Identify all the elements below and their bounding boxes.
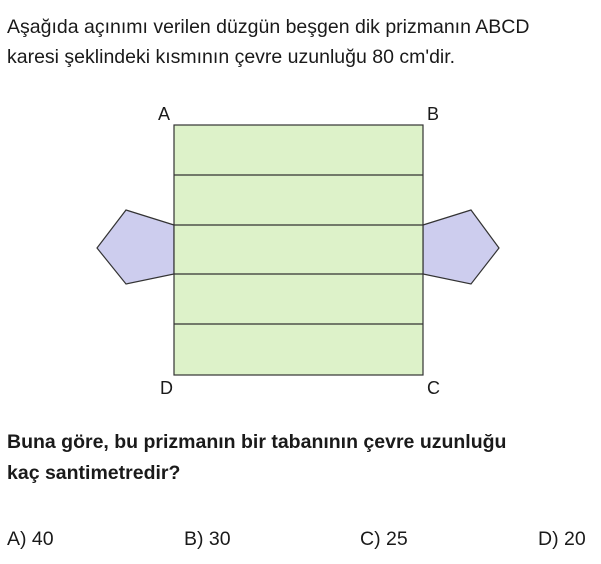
vertex-label-a: A [158,104,171,124]
choice-d-value: 20 [564,528,586,550]
vertex-label-b: B [427,104,440,124]
right-pentagon-base [423,210,499,284]
choice-d[interactable] [538,528,586,551]
choice-a-letter: A) [7,528,27,550]
question-intro-line-1: Aşağıda açınımı verilen düzgün beşgen dik prizmanın ABCD [7,16,530,38]
prism-net-figure [0,100,601,410]
question-intro-line-2: karesi şeklindeki kısmının çevre uzunluğu 80 cm'dir. [7,46,456,68]
choice-d-letter: D) [538,528,559,550]
square-abcd [174,125,423,375]
choice-c-letter: C) [360,528,381,550]
vertex-label-c: C [427,378,440,398]
choice-c-value: 25 [386,528,408,550]
question-prompt-line-2: kaç santimetredir? [7,462,181,484]
choice-b[interactable] [184,528,231,551]
question-intro [7,12,597,72]
choice-b-letter: B) [184,528,204,550]
choice-b-value: 30 [208,528,231,550]
vertex-label-d: D [160,378,173,398]
choice-c[interactable] [360,528,408,551]
left-pentagon-base [97,210,174,284]
answer-choices [0,528,601,556]
choice-a[interactable] [7,528,54,551]
question-prompt-line-1: Buna göre, bu prizmanın bir tabanının çevre uzunluğu [7,431,507,453]
choice-a-value: 40 [31,528,54,550]
question-prompt [7,427,597,489]
